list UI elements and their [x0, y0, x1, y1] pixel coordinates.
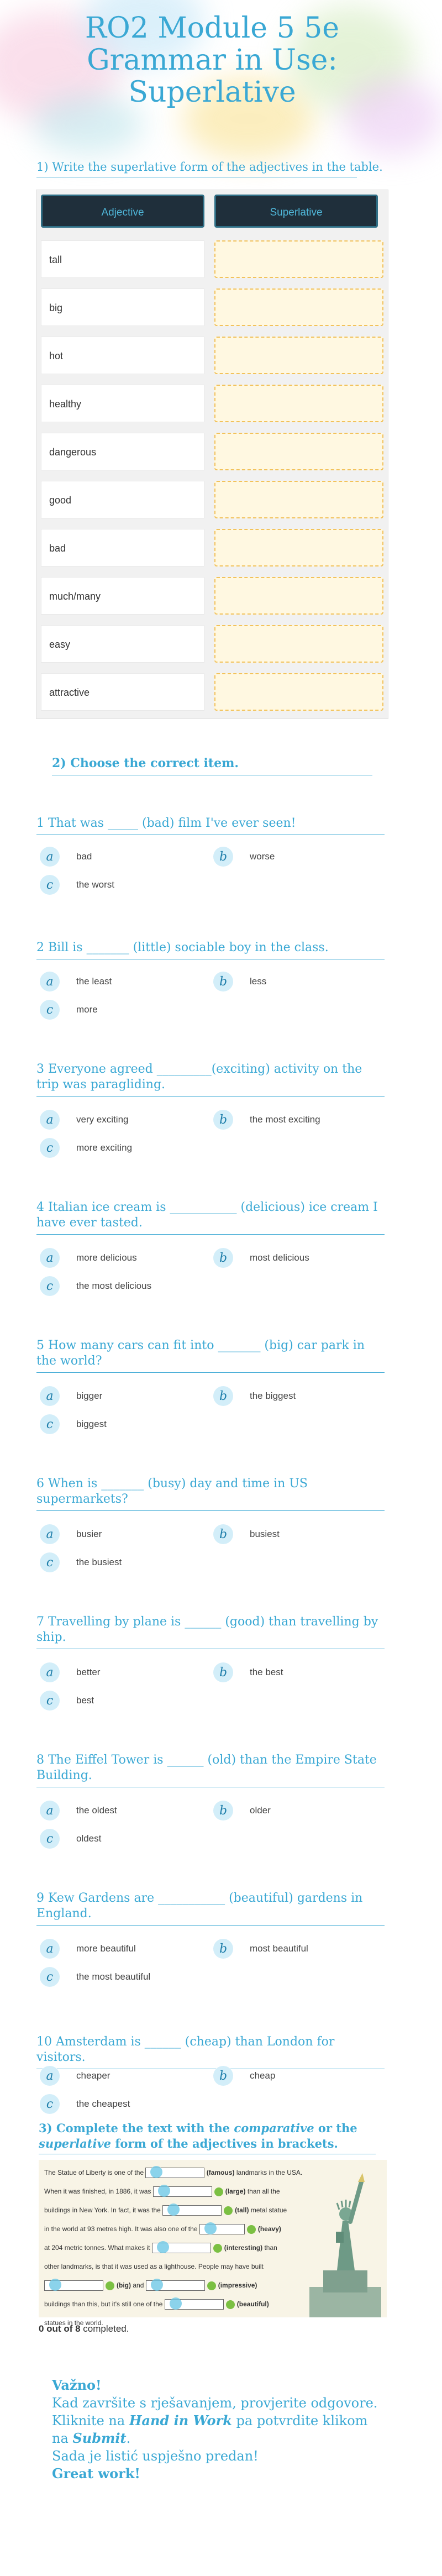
completed-label: completed. — [83, 2323, 129, 2334]
submit-label: Submit — [72, 2430, 127, 2446]
option-text: most delicious — [250, 1252, 309, 1263]
option-a[interactable] — [40, 1386, 102, 1406]
note-line: na — [52, 2431, 73, 2446]
answer-drop-cell[interactable] — [214, 240, 383, 278]
statue-of-liberty-image — [304, 2160, 387, 2317]
option-a-badge: a — [40, 847, 60, 867]
blank-input[interactable] — [146, 2280, 205, 2291]
cloze-line: in the world at 93 metres high. It was also one of the — [44, 2225, 198, 2233]
hand-in-work-label: Hand in Work — [129, 2412, 232, 2428]
option-c-badge: c — [40, 1138, 60, 1158]
section2-title-text: 2) Choose the correct item. — [52, 756, 239, 770]
note-line: pa potvrdite klikom — [231, 2413, 368, 2428]
option-c[interactable] — [40, 1967, 150, 1987]
option-b-badge: b — [213, 1386, 233, 1406]
option-b-badge: b — [213, 847, 233, 867]
option-text: the most delicious — [76, 1281, 152, 1291]
option-a-badge: a — [40, 1110, 60, 1130]
hint-label: (tall) — [235, 2206, 249, 2214]
question-4: 4 Italian ice cream is ___________ (delicious) ice cream I have ever tasted. — [36, 1200, 385, 1235]
cloze-line: other landmarks, is that it was used as a lighthouse. People may have built — [44, 2263, 264, 2270]
cloze-line: than — [264, 2244, 277, 2252]
option-a[interactable] — [40, 847, 92, 867]
option-c[interactable] — [40, 1691, 94, 1711]
option-c-badge: c — [40, 875, 60, 895]
adjective-cell: good — [41, 481, 204, 518]
option-text: bad — [76, 851, 92, 862]
option-b-badge: b — [213, 972, 233, 991]
option-text: the busiest — [76, 1557, 122, 1567]
section3-title-em: superlative — [39, 2137, 112, 2150]
option-b[interactable] — [213, 1524, 280, 1544]
cloze-line: statues in the world. — [44, 2319, 103, 2327]
option-text: the most beautiful — [76, 1971, 151, 1982]
question-1: 1 That was _____ (bad) film I've ever seen! — [36, 816, 385, 835]
option-text: oldest — [76, 1833, 102, 1844]
option-b-badge: b — [213, 1662, 233, 1682]
option-text: biggest — [76, 1419, 107, 1429]
option-a[interactable] — [40, 972, 112, 991]
section1-title-text: 1) Write the superlative form of the adjectives in the table. — [36, 160, 383, 174]
hint-dot-icon — [224, 2206, 233, 2215]
cloze-line: at 204 metric tonnes. What makes it — [44, 2244, 150, 2252]
option-a-badge: a — [40, 2066, 60, 2086]
cloze-line: When it was finished, in 1886, it was — [44, 2187, 151, 2195]
cloze-text — [44, 2163, 304, 2332]
option-c-badge: c — [40, 1276, 60, 1296]
blank-input[interactable] — [152, 2243, 211, 2253]
option-a[interactable] — [40, 1939, 136, 1959]
cloze-line: buildings than this, but it's still one of the — [44, 2300, 163, 2308]
option-c[interactable] — [40, 1000, 98, 1020]
hint-label: (large) — [225, 2187, 246, 2195]
hint-dot-icon — [214, 2187, 223, 2196]
section3-title-em: comparative — [234, 2121, 314, 2135]
cloze-line: metal statue — [250, 2206, 287, 2214]
option-c-badge: c — [40, 1414, 60, 1434]
option-text: best — [76, 1695, 94, 1706]
option-c[interactable] — [40, 875, 114, 895]
hint-dot-icon — [207, 2281, 216, 2290]
option-text: more beautiful — [76, 1943, 136, 1954]
blank-input[interactable] — [153, 2186, 212, 2197]
option-c[interactable] — [40, 2094, 130, 2114]
hint-label: (heavy) — [257, 2225, 281, 2233]
question-7: 7 Travelling by plane is ______ (good) than travelling by ship. — [36, 1614, 385, 1649]
blank-input[interactable] — [145, 2168, 204, 2178]
answer-drop-cell[interactable] — [214, 529, 383, 566]
note-title: Važno! — [52, 2377, 102, 2393]
page-title: RO2 Module 5 5e Grammar in Use: Superlative — [85, 12, 340, 109]
column-header-adjective: Adjective — [41, 195, 204, 228]
answer-drop-cell[interactable] — [214, 337, 383, 374]
note-line: Great work! — [52, 2465, 140, 2481]
option-text: more delicious — [76, 1252, 137, 1263]
option-c-badge: c — [40, 1829, 60, 1849]
option-c-badge: c — [40, 1967, 60, 1987]
section2-title — [52, 756, 372, 775]
hint-label: (impressive) — [218, 2281, 257, 2289]
answer-drop-cell[interactable] — [214, 433, 383, 470]
option-text: most beautiful — [250, 1943, 308, 1954]
option-text: the biggest — [250, 1391, 296, 1401]
adjective-cell: healthy — [41, 385, 204, 422]
completion-status — [39, 2323, 129, 2334]
option-a[interactable] — [40, 1248, 137, 1268]
hint-dot-icon — [226, 2300, 235, 2309]
section3-title-part: or the — [314, 2121, 357, 2135]
option-c[interactable] — [40, 1414, 107, 1434]
option-text: busier — [76, 1529, 102, 1539]
option-b[interactable] — [213, 1248, 309, 1268]
option-c[interactable] — [40, 1138, 132, 1158]
note-line: Sada je listić uspješno predan! — [52, 2448, 259, 2464]
section3-title-part: form of the adjectives in brackets. — [111, 2137, 338, 2150]
note-line: Kad završite s rješavanjem, provjerite odgovore. — [52, 2395, 378, 2411]
hint-dot-icon — [106, 2281, 114, 2290]
option-b-badge: b — [213, 1524, 233, 1544]
option-a[interactable] — [40, 1801, 117, 1820]
header-banner — [0, 0, 424, 149]
option-b-badge: b — [213, 1110, 233, 1130]
section1-title — [36, 160, 385, 182]
adjective-cell: attractive — [41, 673, 204, 711]
blank-input[interactable] — [44, 2280, 103, 2291]
option-a-badge: a — [40, 1801, 60, 1820]
option-a[interactable] — [40, 1524, 102, 1544]
cloze-line: buildings in New York. In fact, it was the — [44, 2206, 161, 2214]
option-text: the most exciting — [250, 1114, 320, 1125]
option-b[interactable] — [213, 1939, 308, 1959]
option-text: the least — [76, 976, 112, 987]
question-9: 9 Kew Gardens are ___________ (beautiful) gardens in England. — [36, 1891, 385, 1926]
option-text: the best — [250, 1667, 283, 1677]
option-b[interactable] — [213, 2066, 275, 2086]
note-line: . — [126, 2431, 131, 2446]
adjective-cell: tall — [41, 240, 204, 278]
blank-input[interactable] — [165, 2299, 224, 2310]
option-b-badge: b — [213, 1248, 233, 1268]
instructions-note — [52, 2376, 394, 2483]
option-text: very exciting — [76, 1114, 129, 1125]
option-text: older — [250, 1805, 271, 1816]
option-a-badge: a — [40, 972, 60, 991]
option-text: more exciting — [76, 1142, 133, 1153]
option-b[interactable] — [213, 847, 275, 867]
question-8: 8 The Eiffel Tower is ______ (old) than the Empire State Building. — [36, 1753, 385, 1787]
question-6: 6 When is _______ (busy) day and time in US supermarkets? — [36, 1476, 385, 1511]
option-a-badge: a — [40, 1662, 60, 1682]
cloze-line: and — [133, 2281, 144, 2289]
answer-drop-cell[interactable] — [214, 625, 383, 663]
option-b-badge: b — [213, 1801, 233, 1820]
adjective-cell: hot — [41, 337, 204, 374]
option-text: busiest — [250, 1529, 280, 1539]
option-b[interactable] — [213, 1662, 283, 1682]
blank-input[interactable] — [162, 2205, 222, 2216]
adjective-cell: big — [41, 288, 204, 326]
hint-dot-icon — [247, 2225, 256, 2234]
option-text: cheaper — [76, 2070, 110, 2081]
answer-drop-cell[interactable] — [214, 385, 383, 422]
answer-drop-cell[interactable] — [214, 481, 383, 518]
hint-label: (famous) — [206, 2169, 235, 2176]
option-b[interactable] — [213, 1801, 271, 1820]
option-a-badge: a — [40, 1524, 60, 1544]
adjective-cell: dangerous — [41, 433, 204, 470]
option-b[interactable] — [213, 1386, 296, 1406]
option-b-badge: b — [213, 2066, 233, 2086]
column-header-superlative: Superlative — [214, 195, 378, 228]
option-text: the cheapest — [76, 2098, 130, 2109]
note-line: Kliknite na — [52, 2413, 129, 2428]
option-a-badge: a — [40, 1386, 60, 1406]
adjective-cell: easy — [41, 625, 204, 663]
option-b[interactable] — [213, 1110, 320, 1130]
option-b[interactable] — [213, 972, 266, 991]
option-text: more — [76, 1004, 98, 1015]
option-c[interactable] — [40, 1276, 151, 1296]
adjective-cell: bad — [41, 529, 204, 566]
cloze-exercise — [39, 2160, 387, 2327]
option-c-badge: c — [40, 2094, 60, 2114]
hint-label: (interesting) — [224, 2244, 263, 2252]
option-text: less — [250, 976, 267, 987]
option-text: the oldest — [76, 1805, 117, 1816]
option-a[interactable] — [40, 1662, 100, 1682]
answer-drop-cell[interactable] — [214, 673, 383, 711]
cloze-line: The Statue of Liberty is one of the — [44, 2169, 144, 2176]
superlative-table — [36, 190, 388, 719]
hint-dot-icon — [213, 2244, 222, 2253]
option-c[interactable] — [40, 1552, 122, 1572]
option-a-badge: a — [40, 1248, 60, 1268]
answer-drop-cell[interactable] — [214, 577, 383, 615]
section3-title-part: 3) Complete the text with the — [39, 2121, 234, 2135]
hint-label: (beautiful) — [236, 2300, 269, 2308]
option-a[interactable] — [40, 2066, 110, 2086]
option-b-badge: b — [213, 1939, 233, 1959]
option-text: worse — [250, 851, 275, 862]
option-c[interactable] — [40, 1829, 101, 1849]
blank-input[interactable] — [199, 2224, 245, 2234]
question-3: 3 Everyone agreed _________(exciting) activity on the trip was paragliding. — [36, 1062, 385, 1096]
option-text: cheap — [250, 2070, 276, 2081]
option-text: bigger — [76, 1391, 103, 1401]
answer-drop-cell[interactable] — [214, 288, 383, 326]
question-5: 5 How many cars can fit into _______ (big) car park in the world? — [36, 1338, 385, 1373]
option-c-badge: c — [40, 1552, 60, 1572]
option-a-badge: a — [40, 1939, 60, 1959]
section3-title — [39, 2121, 381, 2154]
cloze-line: landmarks in the USA. — [236, 2169, 303, 2176]
cloze-line: than all the — [247, 2187, 280, 2195]
adjective-cell: much/many — [41, 577, 204, 615]
question-10: 10 Amsterdam is ______ (cheap) than London for visitors. — [36, 2034, 385, 2069]
option-a[interactable] — [40, 1110, 128, 1130]
option-text: the worst — [76, 879, 114, 890]
option-c-badge: c — [40, 1000, 60, 1020]
option-c-badge: c — [40, 1691, 60, 1711]
option-text: better — [76, 1667, 101, 1677]
question-2: 2 Bill is _______ (little) sociable boy in the class. — [36, 940, 385, 959]
completed-count: 0 out of 8 — [39, 2323, 81, 2334]
hint-label: (big) — [117, 2281, 131, 2289]
